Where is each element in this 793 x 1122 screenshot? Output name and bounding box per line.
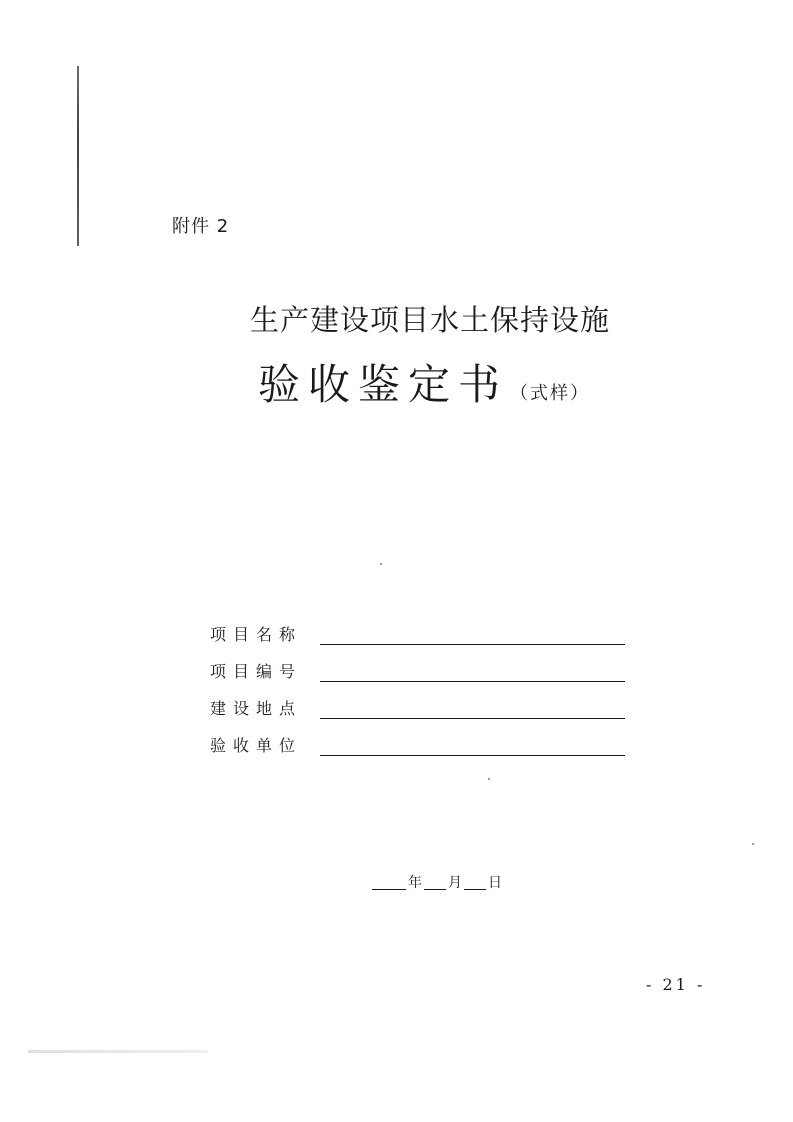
year-unit: 年: [408, 875, 422, 891]
year-blank[interactable]: [372, 875, 406, 890]
form-row-acceptance-unit: [210, 733, 630, 770]
scan-speck: [380, 563, 382, 565]
scan-speck: [752, 843, 754, 845]
month-blank[interactable]: [424, 875, 446, 890]
month-unit: 月: [448, 875, 462, 891]
form-row-construction-site: [210, 696, 630, 733]
project-number-label: 项目编号: [210, 662, 303, 681]
form-row-project-name: [210, 622, 630, 659]
document-title-line1: 生产建设项目水土保持设施: [250, 303, 611, 337]
construction-site-field[interactable]: [320, 718, 625, 719]
document-title-line2: 验收鉴定书: [258, 360, 509, 409]
page-number: - 21 -: [646, 975, 706, 994]
day-blank[interactable]: [464, 875, 486, 890]
document-title-line2-row: [258, 352, 590, 412]
project-info-form: [210, 622, 630, 770]
day-unit: 日: [488, 875, 502, 891]
project-name-label: 项目名称: [210, 625, 303, 644]
form-row-project-number: [210, 659, 630, 696]
date-line: [372, 872, 504, 892]
acceptance-unit-field[interactable]: [320, 755, 625, 756]
document-title-note: （式样）: [510, 383, 591, 404]
binding-margin-line: [77, 66, 79, 246]
attachment-label: 附件 2: [172, 216, 230, 237]
project-name-field[interactable]: [320, 644, 625, 645]
construction-site-label: 建设地点: [210, 699, 303, 718]
scan-streak: [28, 1050, 208, 1053]
acceptance-unit-label: 验收单位: [210, 736, 303, 755]
project-number-field[interactable]: [320, 681, 625, 682]
scan-speck: [488, 778, 490, 780]
